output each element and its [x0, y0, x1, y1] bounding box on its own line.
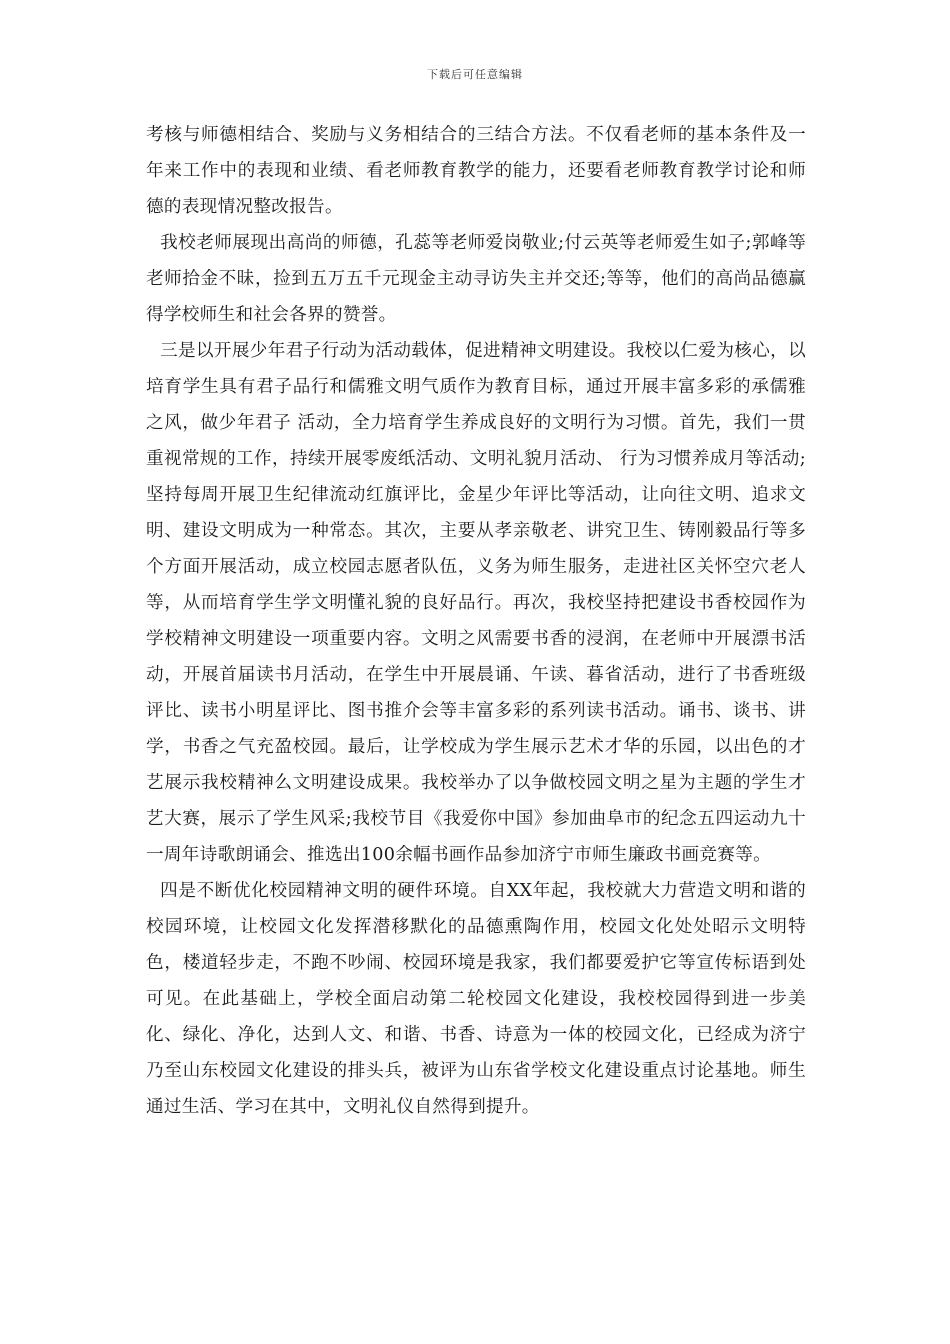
paragraph-1: 考核与师德相结合、奖励与义务相结合的三结合方法。不仅看老师的基本条件及一年来工作中的表现和业绩、看老师教育教学的能力，还要看老师教育教学讨论和师德的表现情况整改报告。 [146, 125, 806, 217]
paragraph-3: 三是以开展少年君子行动为活动载体，促进精神文明建设。我校以仁爱为核心，以培育学生具有君子品行和儒雅文明气质作为教育目标，通过开展丰富多彩的承儒雅之风，做少年君子 活动，全力培育学生养成良好的文明行为习惯。首先，我们一贯重视常规的工作，持续开展零废纸活动、文明礼貌月活动、 行为习惯养成月等活动;坚持每周开展卫生纪律流动红旗评比，金星少年评比等活动，让向往文明、追求文明、建设文明成为一种常态。其次，主要从孝亲敬老、讲究卫生、铸刚毅品行等多个方面开展活动，成立校园志愿者队伍，义务为师生服务，走进社区关怀空穴老人等，从而培育学生学文明懂礼貌的良好品行。再次，我校坚持把建设书香校园作为学校精神文明建设一项重要内容。文明之风需要书香的浸润，在老师中开展漂书活动，开展首届读书月活动，在学生中开展晨诵、午读、暮省活动，进行了书香班级评比、读书小明星评比、图书推介会等丰富多彩的系列读书活动。诵书、谈书、讲学，书香之气充盈校园。最后，让学校成为学生展示艺术才华的乐园，以出色的才艺展示我校精神么文明建设成果。我校举办了以争做校园文明之星为主题的学生才艺大赛，展示了学生风采;我校节目《我爱你中国》参加曲阜市的纪念五四运动九十一周年诗歌朗诵会、推选出100余幅书画作品参加济宁市师生廉政书画竞赛等。 [146, 341, 806, 865]
paragraph-4: 四是不断优化校园精神文明的硬件环境。自XX年起，我校就大力营造文明和谐的校园环境，让校园文化发挥潜移默化的品德熏陶作用，校园文化处处昭示文明特色，楼道轻步走，不跑不吵闹、校园环境是我家，我们都要爱护它等宣传标语到处可见。在此基础上，学校全面启动第二轮校园文化建设，我校校园得到进一步美化、绿化、净化，达到人文、和谐、书香、诗意为一体的校园文化，已经成为济宁乃至山东校园文化建设的排头兵，被评为山东省学校文化建设重点讨论基地。师生通过生活、学习在其中，文明礼仪自然得到提升。 [146, 881, 806, 1117]
page-header: 下载后可任意编辑 [427, 68, 523, 81]
paragraph-2: 我校老师展现出高尚的师德，孔蕊等老师爱岗敬业;付云英等老师爱生如子;郭峰等老师拾金不昧，捡到五万五千元现金主动寻访失主并交还;等等，他们的高尚品德赢得学校师生和社会各界的赞誉。 [146, 233, 806, 325]
document-body [146, 117, 806, 1125]
